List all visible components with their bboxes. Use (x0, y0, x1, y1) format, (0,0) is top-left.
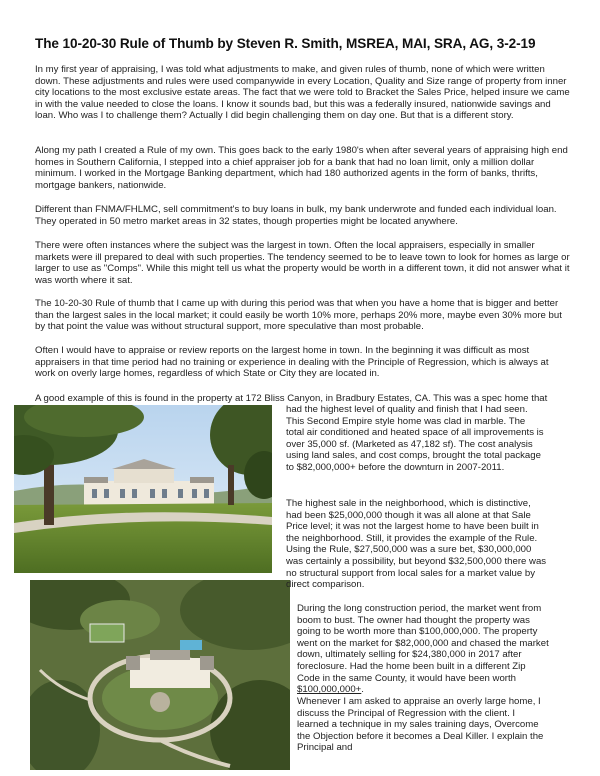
paragraph-5: The 10-20-30 Rule of thumb that I came up with during this period was that when you have a home that is bigger and better than the largest sales in the local market; it could easily be worth 10% more, perhaps 20% more, maybe even 30% more but by that point the value was without structural support, more speculative than most probable. (35, 298, 562, 333)
estate-aerial-illustration (30, 580, 290, 770)
right-paragraph-1: had the highest level of quality and finish that I had seen. This Second Empire style home was clad in marble. The total air conditioned and heated space of all improvements is over 35,000 sf. (Marketed as 47,182 sf). The cost analysis using land sales, and cost comps, brought the total package to $82,000,000+ before the downturn in 2007-2011. (286, 404, 544, 473)
paragraph-3: Different than FNMA/FHLMC, sell commitment's to buy loans in bulk, my bank underwrote and funded each individual loan. They operated in 50 metro market areas in 32 states, though properties might be located anywhere. (35, 204, 557, 227)
right-paragraph-3 (297, 603, 549, 696)
end-period: . (361, 684, 364, 696)
right-paragraph-2: The highest sale in the neighborhood, which is distinctive, had been $25,000,000 though it was all alone at that Sale Price level; it was not the largest home to have been built in the neighborhood. Still, it provides the example of the Rule. Using the Rule, $27,500,000 was a sure bet, $30,000,000 was certainly a possibility, but beyond $32,500,000 there was no structural support from local sales for a market value by direct comparison. (286, 498, 547, 591)
paragraph-6: Often I would have to appraise or review reports on the largest home in town. In the beginning it was difficult as most appraisers in that time period had no training or experience in dealing with the Principle of Regression, which is always at work on overly large homes, regardless of which State or City they are located in. (35, 345, 549, 380)
paragraph-4: There were often instances where the subject was the largest in town. Often the local appraisers, especially in smaller markets were ill prepared to deal with such properties. The tendency seemed to be to leave town to look for homes as large or larger to use as "Comps". While this might tell us what the property would be worth in a different town, it did not answer what it was worth where it sat. (35, 240, 570, 286)
paragraph-1: In my first year of appraising, I was told what adjustments to make, and given rules of thumb, none of which were written down. These adjustments and rules were used companywide in every Location, Quality and Size range of property from inner city locations to the most exclusive estate areas. The fact that we were told to Bracket the Sales Price, helped insure we came in with the value needed to close the loans. I know it sounds bad, but this was a federally insured, nationwide savings and loan. Who was I to challenge them? Actually I did begin challenging them on day one. But that is a different story. (35, 64, 570, 122)
estate-exterior-photo (14, 405, 272, 573)
paragraph-7: A good example of this is found in the property at 172 Bliss Canyon, in Bradbury Estates, CA. This was a spec home that (35, 393, 548, 404)
estate-exterior-illustration (14, 405, 272, 573)
paragraph-2: Along my path I created a Rule of my own. This goes back to the early 1980's when after several years of appraising high end homes in Southern California, I stepped into a chief appraiser job for a bank that had no loan limit, only a million dollar minimum. I worked in the Mortgage Banking department, which had 180 authorized agents in the form of banks, thrifts, mortgage bankers, nationwide. (35, 145, 568, 191)
estate-aerial-photo (30, 580, 290, 770)
underlined-value: $100,000,000+ (297, 684, 362, 696)
right-paragraph-4: Whenever I am asked to appraise an overly large home, I discuss the Principal of Regression with the client. I learned a technique in my sales training days, Overcome the Objection before it becomes a Deal Killer. I explain the Principal and (297, 696, 544, 754)
right-paragraph-3-text: During the long construction period, the market went from boom to bust. The owner had thought the property was going to be worth more than $100,000,000. The property went on the market for $82,000,000 and chased the market down, ultimately selling for $24,380,000 in 2017 after foreclosure. Had the home been built in a different Zip Code in the same County, it would have been worth (297, 603, 549, 684)
page-title: The 10-20-30 Rule of Thumb by Steven R. Smith, MSREA, MAI, SRA, AG, 3-2-19 (35, 36, 536, 51)
